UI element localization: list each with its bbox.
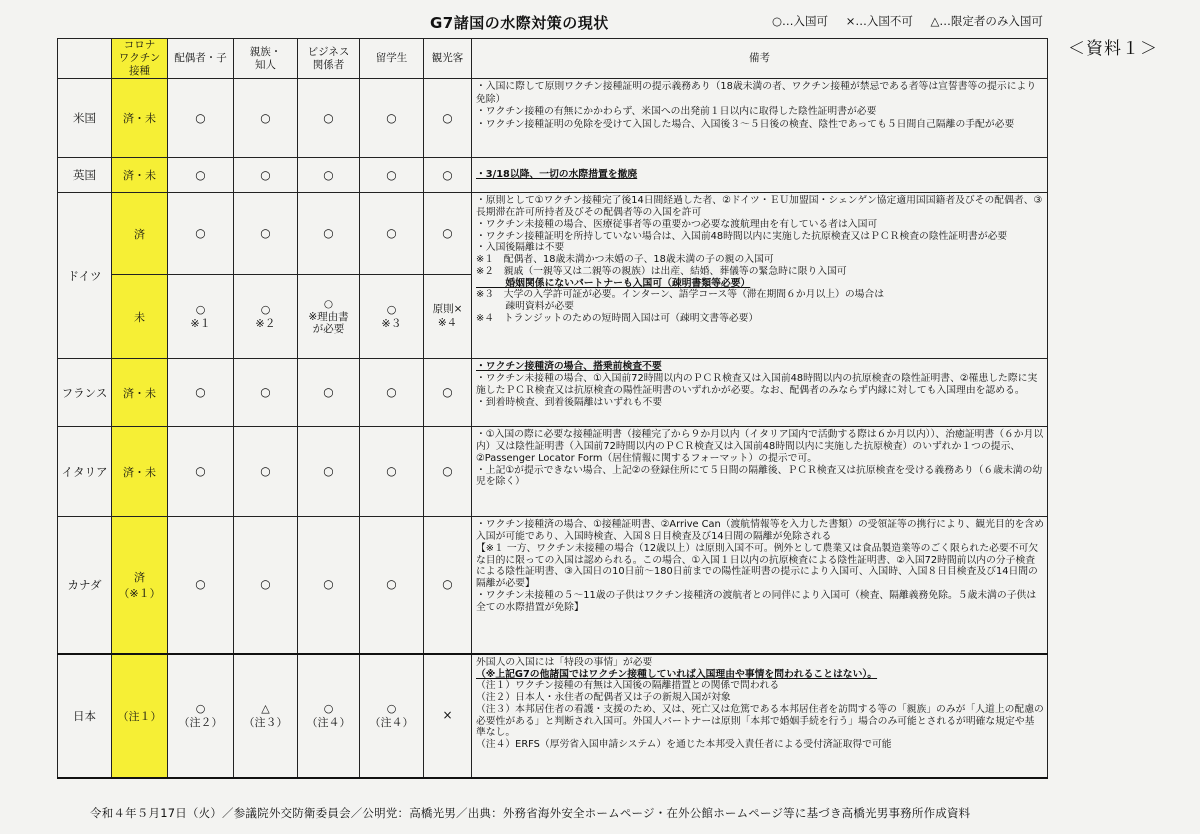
note-line: ・3/18以降、一切の水際措置を撤廃 (476, 169, 638, 181)
note-line: 【※１ 一方、ワクチン未接種の場合（12歳以上）は原則入国不可。例外として農業又は食品製造業等のごく限られた必要不可欠な目的に限っての入国は認められる。この場合、①入国１日以内の抗原検査による陰性証明書、②入国72時間前以内の分子検査による陰性証明書、③入国日の10日前～180日前までの陽性証明書の提示により入国可、入国時、入国８日目検査及び14日間の隔離が必要】 (476, 542, 1039, 590)
header-spouse: 配偶者・子 (168, 39, 234, 79)
note-line: ・ワクチン接種証明の免除を受けて入国した場合、入国後３～５日後の検査、陰性であっても５日間自己隔離の手配が必要 (476, 118, 1015, 130)
mark-tourist: × (424, 654, 472, 778)
note-line: ・ワクチン接種済の場合、搭乗前検査不要 (476, 361, 662, 373)
note-line: ※４ トランジットのための短時間入国は可（疎明文書等必要） (476, 312, 759, 324)
header-vaccine: コロナ ワクチン 接種 (112, 39, 168, 79)
vaccine-status: 済・未 (112, 427, 168, 517)
note-line: （注４）ERFS（厚労省入国申請システム）を通じた本邦受入責任者による受付済証取得で可能 (476, 739, 892, 751)
note-line: ・ワクチン接種の有無にかかわらず、米国への出発前１日以内に取得した陰性証明書が必要 (476, 106, 877, 118)
mark-spouse: ○ ※１ (168, 275, 234, 359)
header-tourist: 観光客 (424, 39, 472, 79)
note-line: ・ワクチン未接種の５～11歳の子供はワクチン接種済の渡航者との同伴により入国可（検査、隔離義務免除。５歳未満の子供は全ての水際措置が免除】 (476, 589, 1037, 613)
mark-spouse: ○ (168, 158, 234, 193)
legend-denied: ×…入国不可 (845, 14, 913, 28)
header-student: 留学生 (360, 39, 424, 79)
mark-tourist: ○ (424, 193, 472, 275)
note-line: ・ワクチン接種証明を所持していない場合は、入国前48時間以内に実施した抗原検査又はＰＣＲ検査の陰性証明書が必要 (476, 230, 1008, 242)
mark-relatives: ○ (234, 79, 298, 158)
mark-student: ○ (360, 79, 424, 158)
note-line: 外国人の入国には「特段の事情」が必要 (476, 656, 653, 668)
table-row-us (58, 79, 1048, 158)
notes-cell (472, 193, 1048, 359)
note-line: （注３）本邦居住者の看護・支援のため、又は、死亡又は危篤である本邦居住者を訪問する等の「親族」のみが「人道上の配慮の必要性がある」と判断され入国可。外国人パートナーは原則「本邦で婚姻手続を行う」場合のみ可能とされるが明確な規定や基準なし。 (476, 703, 1044, 739)
mark-relatives: ○ (234, 517, 298, 654)
mark-student: ○ (360, 158, 424, 193)
country-name: フランス (58, 359, 112, 427)
note-line: ・原則として①ワクチン接種完了後14日間経過した者、②ドイツ・ＥＵ加盟国・シェンゲン協定適用国国籍者及びその配偶者、③長期滞在許可所持者及びその配偶者等の入国を許可 (476, 195, 1043, 219)
material-label: ＜資料１＞ (1068, 39, 1158, 59)
header-relatives: 親族・ 知人 (234, 39, 298, 79)
notes-cell (472, 517, 1048, 654)
mark-tourist: ○ (424, 79, 472, 158)
page-title: G7諸国の水際対策の現状 (430, 14, 609, 32)
legend-limited: △…限定者のみ入国可 (930, 14, 1043, 28)
note-line: ・入国後隔離は不要 (476, 242, 565, 254)
mark-spouse: ○ (168, 193, 234, 275)
country-name: カナダ (58, 517, 112, 654)
mark-business: ○ (298, 517, 360, 654)
mark-business: ○ ※理由書 が必要 (298, 275, 360, 359)
mark-business: ○ (298, 193, 360, 275)
notes-cell (472, 79, 1048, 158)
mark-relatives: ○ ※２ (234, 275, 298, 359)
note-line: 婚姻関係にないパートナーも入国可（疎明書類等必要） (476, 277, 751, 289)
note-line: ・①入国の際に必要な接種証明書（接種完了から９か月以内（イタリア国内で活動する際は６か月以内））、治癒証明書（６か月以内）又は陰性証明書（入国前72時間以内のＰＣＲ検査又は入国前48時間以内に実施した抗原検査）のいずれか１つの提示、②Passenger Locator Form（居住情報に関するフォーマット）の提示で可。 (476, 429, 1044, 464)
note-line: ・ワクチン未接種の場合、医療従事者等の重要かつ必要な渡航理由を有している者は入国可 (476, 218, 878, 230)
country-name: 英国 (58, 158, 112, 193)
table-row-uk (58, 158, 1048, 193)
mark-business: ○ (298, 427, 360, 517)
notes-cell (472, 158, 1048, 193)
mark-business: ○ （注４） (298, 654, 360, 778)
legend (772, 13, 1057, 29)
header-country (58, 39, 112, 79)
mark-student: ○ (360, 427, 424, 517)
country-name: イタリア (58, 427, 112, 517)
vaccine-status: 済・未 (112, 359, 168, 427)
vaccine-status: 済・未 (112, 79, 168, 158)
mark-tourist: ○ (424, 427, 472, 517)
mark-spouse: ○ (168, 359, 234, 427)
country-name: 日本 (58, 654, 112, 778)
mark-relatives: △ （注３） (234, 654, 298, 778)
mark-business: ○ (298, 359, 360, 427)
note-line: （注１）ワクチン接種の有無は入国後の隔離措置との関係で問われる (476, 680, 780, 692)
mark-student: ○ (360, 359, 424, 427)
mark-relatives: ○ (234, 427, 298, 517)
table-row-it (58, 427, 1048, 517)
table-row-ca (58, 517, 1048, 654)
mark-tourist: ○ (424, 359, 472, 427)
mark-spouse: ○ (168, 79, 234, 158)
mark-relatives: ○ (234, 158, 298, 193)
mark-student: ○ （注４） (360, 654, 424, 778)
mark-spouse: ○ (168, 427, 234, 517)
table-row-jp (58, 654, 1048, 778)
g7-border-measures-table (57, 38, 1048, 779)
note-line: ・入国に際して原則ワクチン接種証明の提示義務あり（18歳未満の者、ワクチン接種が禁忌である者等は宣誓書等の提示により免除） (476, 81, 1037, 105)
mark-relatives: ○ (234, 193, 298, 275)
note-line: ・上記①が提示できない場合、上記②の登録住所にて５日間の隔離後、ＰＣＲ検査又は抗原検査を受ける義務あり（６歳未満の幼児を除く） (476, 464, 1043, 488)
note-line: ・ワクチン未接種の場合、①入国前72時間以内のＰＣＲ検査又は入国前48時間以内の抗原検査の陰性証明書、②罹患した際に実施したＰＣＲ検査又は抗原検査の陽性証明書のいずれかが必要。なお、配偶者のみならず内縁に対しても入国理由を認める。 (476, 373, 1038, 396)
mark-student: ○ ※３ (360, 275, 424, 359)
note-line: （※上記G7の他諸国ではワクチン接種していれば入国理由や事情を問われることはない）。 (476, 668, 878, 680)
mark-relatives: ○ (234, 359, 298, 427)
vaccine-status: 済・未 (112, 158, 168, 193)
mark-tourist: ○ (424, 517, 472, 654)
country-name: ドイツ (58, 193, 112, 359)
table-row-de-vaccinated (58, 193, 1048, 275)
vaccine-status: （注１） (112, 654, 168, 778)
header-notes: 備考 (472, 39, 1048, 79)
mark-spouse: ○ (168, 517, 234, 654)
legend-allowed: ○…入国可 (772, 14, 829, 28)
note-line: ※２ 親戚（一親等又は二親等の親族）は出産、結婚、葬儀等の緊急時に限り入国可 (476, 265, 847, 277)
vaccine-status: 済 (112, 193, 168, 275)
mark-tourist: ○ (424, 158, 472, 193)
note-line: ※１ 配偶者、18歳未満かつ未婚の子、18歳未満の子の親の入国可 (476, 254, 774, 266)
notes-cell (472, 427, 1048, 517)
note-line: ・ワクチン接種済の場合、①接種証明書、②Arrive Can（渡航情報等を入力した書類）の受領証等の携行により、観光目的を含め入国が可能であり、入国時検査、入国８日目検査及び14日間の隔離が免除される (476, 519, 1045, 543)
mark-business: ○ (298, 79, 360, 158)
note-line: 疎明資料が必要 (476, 301, 574, 313)
note-line: （注２）日本人・永住者の配偶者又は子の新規入国が対象 (476, 692, 731, 704)
mark-tourist: 原則× ※４ (424, 275, 472, 359)
vaccine-status: 済 （※１） (112, 517, 168, 654)
mark-spouse: ○ （注２） (168, 654, 234, 778)
note-line: ・到着時検査、到着後隔離はいずれも不要 (476, 396, 663, 408)
mark-student: ○ (360, 193, 424, 275)
table-row-fr (58, 359, 1048, 427)
note-line: ※３ 大学の入学許可証が必要。インターン、語学コース等（滞在期間６か月以上）の場合は (476, 289, 885, 301)
vaccine-status: 未 (112, 275, 168, 359)
mark-student: ○ (360, 517, 424, 654)
footer-source: 令和４年５月17日（火）／参議院外交防衛委員会／公明党：高橋光男／出典：外務省海外安全ホームページ・在外公館ホームページ等に基づき高橋光男事務所作成資料 (90, 806, 971, 820)
mark-business: ○ (298, 158, 360, 193)
header-business: ビジネス 関係者 (298, 39, 360, 79)
notes-cell (472, 359, 1048, 427)
notes-cell (472, 654, 1048, 778)
country-name: 米国 (58, 79, 112, 158)
